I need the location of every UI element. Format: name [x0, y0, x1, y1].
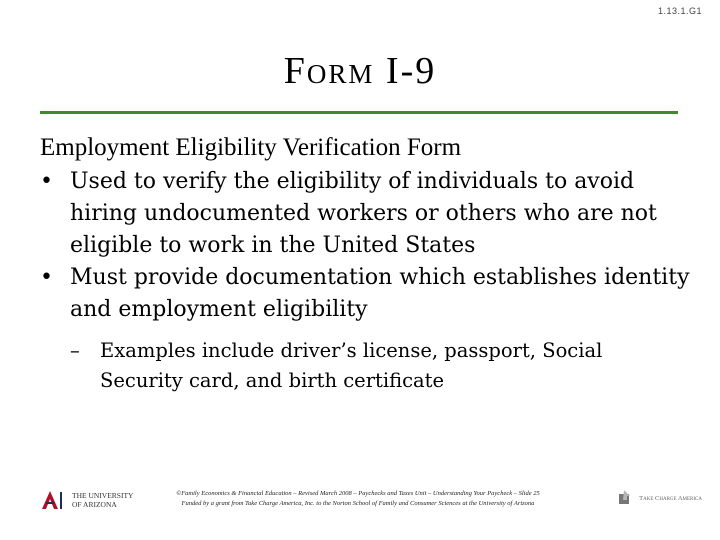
- bullet-item: [40, 166, 690, 262]
- bullet-mark: •: [40, 265, 53, 290]
- bullet-text: Must provide documentation which establishes identity and employment eligibility: [70, 265, 690, 322]
- title-divider: [40, 111, 678, 114]
- bullet-mark: •: [40, 169, 53, 194]
- university-logo-line1: THE UNIVERSITY: [72, 491, 134, 500]
- take-charge-america-icon: [618, 490, 636, 506]
- sub-bullet-mark: –: [70, 339, 80, 362]
- content-heading: Employment Eligibility Verification Form: [40, 134, 462, 161]
- slide-content: [40, 132, 690, 396]
- university-logo: [40, 489, 133, 511]
- sub-bullet-item: [40, 336, 690, 396]
- take-charge-america-text: Take Charge America: [639, 494, 702, 502]
- footer-line2: Funded by a grant from Take Charge America, Inc. to the Norton School of Family and Consumer Sciences at the University of Arizona: [181, 500, 535, 507]
- slide-code: 1.13.1.G1: [657, 6, 702, 16]
- university-a-icon: [40, 489, 68, 511]
- slide-title: Form I-9: [283, 50, 437, 92]
- take-charge-america-logo: [618, 490, 702, 506]
- footer-credits: [128, 489, 588, 509]
- sub-bullet-text: Examples include driver’s license, passport, Social Security card, and birth certificate: [100, 339, 603, 392]
- bullet-text: Used to verify the eligibility of individuals to avoid hiring undocumented workers or others who are not eligible to work in the United States: [70, 169, 657, 258]
- university-logo-line2: OF ARIZONA: [72, 500, 117, 509]
- bullet-item: [40, 262, 690, 326]
- footer-line1: ©Family Economics & Financial Education – Revised March 2008 – Paychecks and Taxes Unit – Understanding Your Paycheck – Slide 25: [176, 490, 540, 497]
